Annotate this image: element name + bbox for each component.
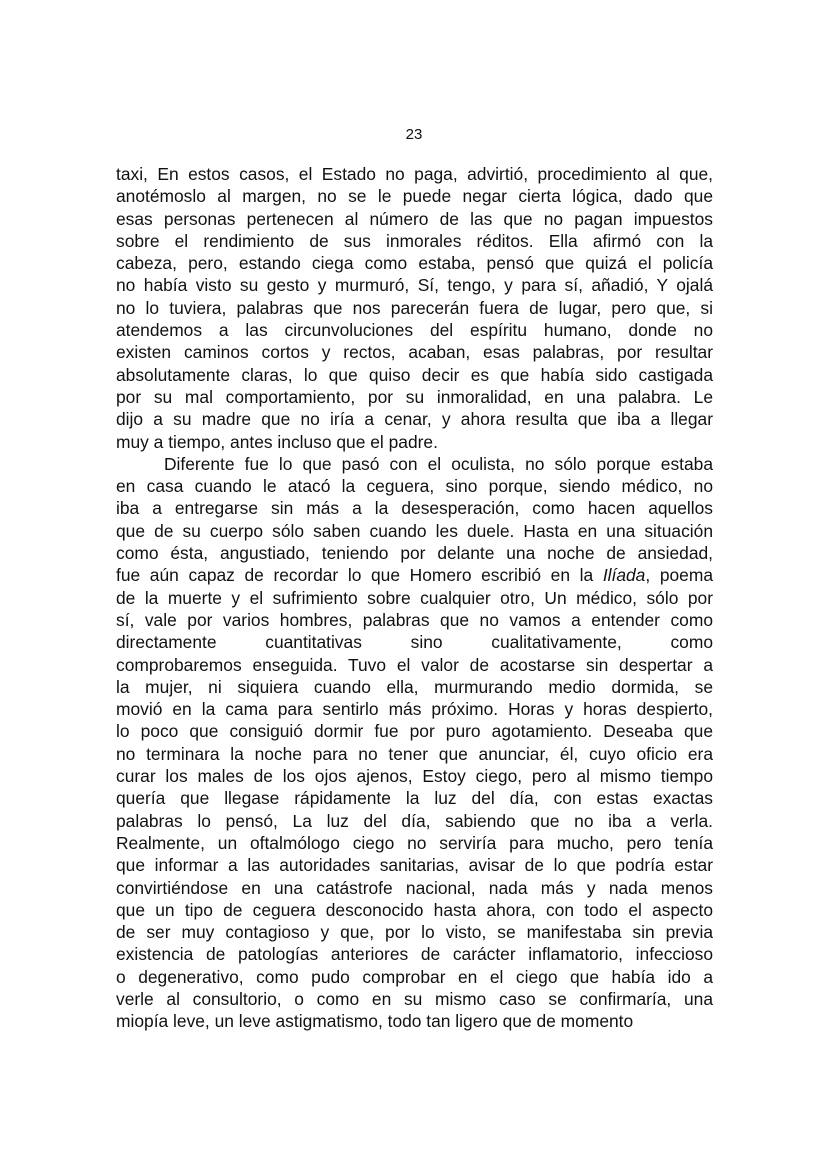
text-line: iba a entregarse sin más a la desesperación, como hacen aquellos xyxy=(116,498,713,519)
text-line: convirtiéndose en una catástrofe nacional, nada más y nada menos xyxy=(116,877,713,898)
text-line: dijo a su madre que no iría a cenar, y ahora resulta que iba a llegar xyxy=(116,409,713,430)
text-line: por su mal comportamiento, por su inmoralidad, en una palabra. Le xyxy=(116,386,713,407)
text-line: verle al consultorio, o como en su mismo caso se confirmaría, una xyxy=(116,988,713,1009)
text-line: absolutamente claras, lo que quiso decir es que había sido castigada xyxy=(116,364,713,385)
text-line: anotémoslo al margen, no se le puede negar cierta lógica, dado que xyxy=(116,186,713,207)
text-line: lo poco que consiguió dormir fue por puro agotamiento. Deseaba que xyxy=(116,721,713,742)
text-line: existencia de patologías anteriores de carácter inflamatorio, infeccioso xyxy=(116,944,713,965)
text-line: palabras lo pensó, La luz del día, sabiendo que no iba a verla. xyxy=(116,810,713,831)
text-line: esas personas pertenecen al número de las que no pagan impuestos xyxy=(116,208,713,229)
text-line: muy a tiempo, antes incluso que el padre. xyxy=(116,431,438,452)
text-line: sobre el rendimiento de sus inmorales réditos. Ella afirmó con la xyxy=(116,230,713,251)
text-line: como ésta, angustiado, teniendo por delante una noche de ansiedad, xyxy=(116,543,713,564)
text-line: sí, vale por varios hombres, palabras que no vamos a entender como xyxy=(116,609,713,630)
text-line: Diferente fue lo que pasó con el oculista, no sólo porque estaba xyxy=(164,453,713,474)
paragraph xyxy=(116,163,713,453)
text-line: atendemos a las circunvoluciones del espíritu humano, donde no xyxy=(116,320,713,341)
text-line: taxi, En estos casos, el Estado no paga, advirtió, procedimiento al que, xyxy=(116,164,713,184)
book-title: Ilíada xyxy=(602,565,646,586)
text-line: movió en la cama para sentirlo más próximo. Horas y horas despierto, xyxy=(116,699,713,720)
text-line: la mujer, ni siquiera cuando ella, murmurando medio dormida, se xyxy=(116,676,713,697)
text-line: que informar a las autoridades sanitarias, avisar de lo que podría estar xyxy=(116,855,713,876)
text-line: curar los males de los ojos ajenos, Estoy ciego, pero al mismo tiempo xyxy=(116,766,713,787)
text-line: o degenerativo, como pudo comprobar en el ciego que había ido a xyxy=(116,966,713,987)
paragraph xyxy=(116,453,713,1033)
text-line: no había visto su gesto y murmuró, Sí, tengo, y para sí, añadió, Y ojalá xyxy=(116,275,713,296)
text-line: no lo tuviera, palabras que nos parecerán fuera de lugar, pero que, si xyxy=(116,297,713,318)
text-line: de ser muy contagioso y que, por lo visto, se manifestaba sin previa xyxy=(116,922,713,943)
page-number: 23 xyxy=(405,126,423,143)
text-line: directamente cuantitativas sino cualitativamente, como xyxy=(116,632,713,653)
text-line: quería que llegase rápidamente la luz del día, con estas exactas xyxy=(116,788,713,809)
text-line: fue aún capaz de recordar lo que Homero escribió en la Ilíada, poema xyxy=(116,565,713,586)
body-text xyxy=(116,163,713,1033)
text-line: que de su cuerpo sólo saben cuando les duele. Hasta en una situación xyxy=(116,520,713,541)
text-line: Realmente, un oftalmólogo ciego no serviría para mucho, pero tenía xyxy=(116,832,713,853)
text-line: existen caminos cortos y rectos, acaban, esas palabras, por resultar xyxy=(116,342,713,363)
text-line: cabeza, pero, estando ciega como estaba, pensó que quizá el policía xyxy=(116,253,713,274)
text-line: no terminara la noche para no tener que anunciar, él, cuyo oficio era xyxy=(116,743,713,764)
text-line: miopía leve, un leve astigmatismo, todo tan ligero que de momento xyxy=(116,1011,634,1032)
text-line: comprobaremos enseguida. Tuvo el valor de acostarse sin despertar a xyxy=(116,654,713,675)
text-line: de la muerte y el sufrimiento sobre cualquier otro, Un médico, sólo por xyxy=(116,587,713,608)
text-line: en casa cuando le atacó la ceguera, sino porque, siendo médico, no xyxy=(116,476,713,497)
text-line: que un tipo de ceguera desconocido hasta ahora, con todo el aspecto xyxy=(116,899,713,920)
